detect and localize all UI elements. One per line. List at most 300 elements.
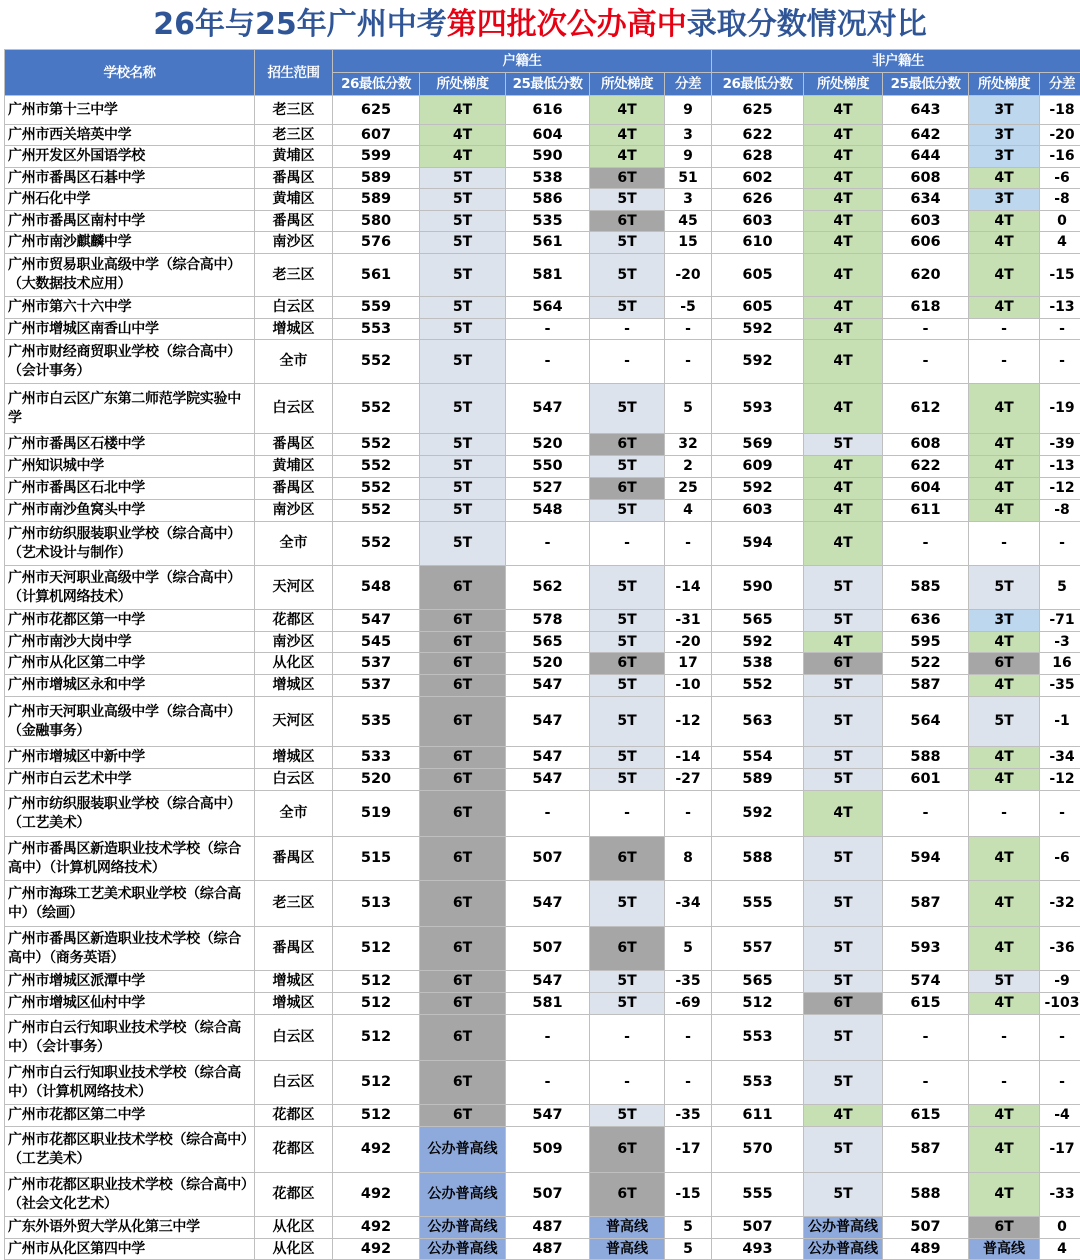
local-min26: 553 — [333, 319, 420, 340]
nonlocal-tier25: 6T — [969, 1217, 1040, 1239]
nonlocal-tier25: - — [969, 791, 1040, 837]
nonlocal-tier25: - — [969, 340, 1040, 384]
title-part1: 26年与25年广州中考 — [153, 7, 447, 42]
nonlocal-diff: - — [1040, 1061, 1080, 1105]
header-local-tier26: 所处梯度 — [420, 73, 506, 96]
nonlocal-tier26: 5T — [804, 1015, 883, 1061]
nonlocal-tier26: 4T — [804, 456, 883, 478]
school-name: 广州市白云区广东第二师范学院实验中学 — [5, 384, 255, 434]
local-diff: - — [665, 1015, 712, 1061]
header-nonlocal-tier26: 所处梯度 — [804, 73, 883, 96]
school-name: 广州市白云艺术中学 — [5, 769, 255, 791]
local-min25: - — [506, 319, 590, 340]
local-min25: 520 — [506, 653, 590, 675]
nonlocal-min26: 570 — [712, 1127, 804, 1173]
nonlocal-tier25: - — [969, 319, 1040, 340]
nonlocal-min26: 588 — [712, 837, 804, 881]
nonlocal-tier25: 4T — [969, 1105, 1040, 1127]
nonlocal-tier26: 5T — [804, 566, 883, 610]
local-tier25: 6T — [590, 478, 665, 500]
nonlocal-min26: 592 — [712, 791, 804, 837]
nonlocal-tier26: 6T — [804, 653, 883, 675]
nonlocal-tier26: 4T — [804, 500, 883, 522]
local-min25: 547 — [506, 1105, 590, 1127]
local-tier26: 5T — [420, 297, 506, 319]
nonlocal-min25: 489 — [883, 1239, 969, 1260]
local-min25: - — [506, 1061, 590, 1105]
local-tier26: 5T — [420, 478, 506, 500]
table-row — [5, 993, 1080, 1015]
nonlocal-min26: 603 — [712, 500, 804, 522]
nonlocal-tier25: 5T — [969, 566, 1040, 610]
local-tier25: 6T — [590, 434, 665, 456]
local-diff: -20 — [665, 254, 712, 297]
local-tier25: 5T — [590, 971, 665, 993]
local-diff: -15 — [665, 1173, 712, 1217]
nonlocal-diff: - — [1040, 522, 1080, 566]
nonlocal-tier26: 4T — [804, 254, 883, 297]
table-row — [5, 340, 1080, 384]
local-min25: 581 — [506, 254, 590, 297]
nonlocal-tier25: 4T — [969, 993, 1040, 1015]
enroll-range: 番禺区 — [255, 211, 333, 232]
school-name: 广州市花都区职业技术学校（综合高中）（社会文化艺术） — [5, 1173, 255, 1217]
enroll-range: 全市 — [255, 791, 333, 837]
nonlocal-tier25: 4T — [969, 456, 1040, 478]
local-tier26: 6T — [420, 566, 506, 610]
local-diff: 5 — [665, 384, 712, 434]
local-min25: 547 — [506, 881, 590, 927]
table-row — [5, 697, 1080, 747]
local-tier26: 6T — [420, 1105, 506, 1127]
nonlocal-tier25: - — [969, 1061, 1040, 1105]
nonlocal-diff: -16 — [1040, 146, 1080, 168]
local-min25: - — [506, 522, 590, 566]
local-diff: -27 — [665, 769, 712, 791]
nonlocal-min25: 522 — [883, 653, 969, 675]
local-tier26: 4T — [420, 146, 506, 168]
nonlocal-tier26: 5T — [804, 1061, 883, 1105]
local-diff: 5 — [665, 927, 712, 971]
enroll-range: 老三区 — [255, 254, 333, 297]
local-tier25: - — [590, 791, 665, 837]
nonlocal-min26: 553 — [712, 1061, 804, 1105]
local-min25: 509 — [506, 1127, 590, 1173]
table-row — [5, 168, 1080, 189]
nonlocal-tier26: 4T — [804, 125, 883, 146]
nonlocal-diff: -13 — [1040, 297, 1080, 319]
nonlocal-min26: 589 — [712, 769, 804, 791]
table-row — [5, 1061, 1080, 1105]
enroll-range: 白云区 — [255, 769, 333, 791]
local-min26: 589 — [333, 189, 420, 211]
local-min25: 487 — [506, 1217, 590, 1239]
nonlocal-min26: 592 — [712, 340, 804, 384]
local-min26: 561 — [333, 254, 420, 297]
nonlocal-min26: 592 — [712, 632, 804, 653]
nonlocal-tier26: 公办普高线 — [804, 1217, 883, 1239]
nonlocal-diff: -12 — [1040, 478, 1080, 500]
local-diff: 15 — [665, 232, 712, 254]
local-tier25: 5T — [590, 610, 665, 632]
local-tier25: 5T — [590, 384, 665, 434]
nonlocal-min26: 553 — [712, 1015, 804, 1061]
local-min25: 590 — [506, 146, 590, 168]
school-name: 广州市海珠工艺美术职业学校（综合高中）（绘画） — [5, 881, 255, 927]
nonlocal-diff: -4 — [1040, 1105, 1080, 1127]
table-row — [5, 522, 1080, 566]
nonlocal-min26: 610 — [712, 232, 804, 254]
local-diff: - — [665, 340, 712, 384]
local-tier26: 5T — [420, 319, 506, 340]
local-tier25: 5T — [590, 456, 665, 478]
nonlocal-diff: -15 — [1040, 254, 1080, 297]
nonlocal-min25: 574 — [883, 971, 969, 993]
nonlocal-min25: 618 — [883, 297, 969, 319]
school-name: 广州市番禺区石北中学 — [5, 478, 255, 500]
nonlocal-tier26: 公办普高线 — [804, 1239, 883, 1260]
nonlocal-min25: 507 — [883, 1217, 969, 1239]
table-row — [5, 96, 1080, 125]
local-min25: 547 — [506, 747, 590, 769]
nonlocal-min25: - — [883, 1015, 969, 1061]
table-row — [5, 653, 1080, 675]
nonlocal-min25: 622 — [883, 456, 969, 478]
nonlocal-min25: 601 — [883, 769, 969, 791]
local-diff: - — [665, 522, 712, 566]
table-row — [5, 434, 1080, 456]
nonlocal-tier25: 4T — [969, 675, 1040, 697]
local-min26: 589 — [333, 168, 420, 189]
nonlocal-diff: 16 — [1040, 653, 1080, 675]
local-diff: -20 — [665, 632, 712, 653]
local-diff: -10 — [665, 675, 712, 697]
local-tier25: 6T — [590, 927, 665, 971]
local-min26: 520 — [333, 769, 420, 791]
local-tier25: 4T — [590, 146, 665, 168]
school-name: 广州市花都区职业技术学校（综合高中）（工艺美术） — [5, 1127, 255, 1173]
local-diff: 2 — [665, 456, 712, 478]
page-title — [0, 0, 1080, 49]
local-tier26: 5T — [420, 189, 506, 211]
local-min26: 512 — [333, 993, 420, 1015]
local-tier25: 6T — [590, 168, 665, 189]
enroll-range: 全市 — [255, 340, 333, 384]
header-local-min26: 26最低分数 — [333, 73, 420, 96]
local-min25: 547 — [506, 769, 590, 791]
local-tier26: 5T — [420, 500, 506, 522]
nonlocal-tier25: 5T — [969, 697, 1040, 747]
enroll-range: 花都区 — [255, 1105, 333, 1127]
school-name: 广州市番禺区新造职业技术学校（综合高中）（商务英语） — [5, 927, 255, 971]
nonlocal-tier26: 4T — [804, 168, 883, 189]
local-min25: 538 — [506, 168, 590, 189]
school-name: 广州市南沙麒麟中学 — [5, 232, 255, 254]
school-name: 广州市增城区中新中学 — [5, 747, 255, 769]
local-diff: -69 — [665, 993, 712, 1015]
nonlocal-min25: 615 — [883, 1105, 969, 1127]
local-min26: 515 — [333, 837, 420, 881]
local-min25: 547 — [506, 675, 590, 697]
local-diff: - — [665, 319, 712, 340]
nonlocal-min25: 608 — [883, 168, 969, 189]
nonlocal-tier26: 4T — [804, 319, 883, 340]
enroll-range: 从化区 — [255, 1239, 333, 1260]
local-min26: 513 — [333, 881, 420, 927]
nonlocal-min25: 595 — [883, 632, 969, 653]
local-min25: 535 — [506, 211, 590, 232]
local-diff: 32 — [665, 434, 712, 456]
nonlocal-tier26: 4T — [804, 791, 883, 837]
nonlocal-min25: 594 — [883, 837, 969, 881]
local-diff: - — [665, 1061, 712, 1105]
nonlocal-min26: 507 — [712, 1217, 804, 1239]
local-diff: 17 — [665, 653, 712, 675]
table-row — [5, 1105, 1080, 1127]
header-local-tier25: 所处梯度 — [590, 73, 665, 96]
enroll-range: 白云区 — [255, 384, 333, 434]
enroll-range: 番禺区 — [255, 837, 333, 881]
nonlocal-min26: 594 — [712, 522, 804, 566]
nonlocal-tier25: - — [969, 522, 1040, 566]
enroll-range: 老三区 — [255, 96, 333, 125]
table-row — [5, 1239, 1080, 1260]
nonlocal-tier26: 5T — [804, 434, 883, 456]
table-body — [5, 96, 1080, 1260]
school-name: 广州市纺织服装职业学校（综合高中）（艺术设计与制作） — [5, 522, 255, 566]
school-name: 广州市番禺区石楼中学 — [5, 434, 255, 456]
enroll-range: 增城区 — [255, 319, 333, 340]
school-name: 广州开发区外国语学校 — [5, 146, 255, 168]
local-min25: - — [506, 791, 590, 837]
school-name: 广州市番禺区新造职业技术学校（综合高中）（计算机网络技术） — [5, 837, 255, 881]
school-name: 广州市增城区仙村中学 — [5, 993, 255, 1015]
nonlocal-tier26: 5T — [804, 697, 883, 747]
local-diff: 3 — [665, 125, 712, 146]
enroll-range: 白云区 — [255, 297, 333, 319]
school-name: 广州市纺织服装职业学校（综合高中）（工艺美术） — [5, 791, 255, 837]
nonlocal-tier25: 4T — [969, 747, 1040, 769]
local-tier26: 6T — [420, 747, 506, 769]
nonlocal-tier26: 5T — [804, 927, 883, 971]
nonlocal-min26: 512 — [712, 993, 804, 1015]
table-row — [5, 1173, 1080, 1217]
table-row — [5, 456, 1080, 478]
nonlocal-min25: 564 — [883, 697, 969, 747]
nonlocal-min25: - — [883, 340, 969, 384]
score-comparison-table — [4, 49, 1080, 1260]
local-tier25: - — [590, 522, 665, 566]
local-min26: 512 — [333, 1061, 420, 1105]
enroll-range: 增城区 — [255, 675, 333, 697]
table-row — [5, 232, 1080, 254]
local-diff: 5 — [665, 1239, 712, 1260]
school-name: 广州知识城中学 — [5, 456, 255, 478]
nonlocal-tier25: 3T — [969, 96, 1040, 125]
local-min26: 552 — [333, 478, 420, 500]
nonlocal-tier26: 5T — [804, 610, 883, 632]
school-name: 广州市从化区第四中学 — [5, 1239, 255, 1260]
school-name: 广州市第十三中学 — [5, 96, 255, 125]
local-tier25: 6T — [590, 1173, 665, 1217]
nonlocal-min25: 612 — [883, 384, 969, 434]
local-min26: 533 — [333, 747, 420, 769]
school-name: 广州市番禺区南村中学 — [5, 211, 255, 232]
local-tier25: 5T — [590, 675, 665, 697]
table-row — [5, 632, 1080, 653]
nonlocal-min25: 606 — [883, 232, 969, 254]
local-min25: 616 — [506, 96, 590, 125]
local-min26: 580 — [333, 211, 420, 232]
local-min25: 487 — [506, 1239, 590, 1260]
local-diff: -14 — [665, 566, 712, 610]
local-min25: 578 — [506, 610, 590, 632]
local-min26: 552 — [333, 384, 420, 434]
nonlocal-tier25: 4T — [969, 500, 1040, 522]
local-tier25: 5T — [590, 254, 665, 297]
nonlocal-diff: -12 — [1040, 769, 1080, 791]
table-row — [5, 1127, 1080, 1173]
local-tier25: 5T — [590, 993, 665, 1015]
table-row — [5, 297, 1080, 319]
enroll-range: 黄埔区 — [255, 189, 333, 211]
school-name: 广州市花都区第二中学 — [5, 1105, 255, 1127]
nonlocal-min25: 620 — [883, 254, 969, 297]
table-row — [5, 675, 1080, 697]
nonlocal-tier26: 4T — [804, 146, 883, 168]
local-tier26: 6T — [420, 1061, 506, 1105]
nonlocal-diff: 5 — [1040, 566, 1080, 610]
local-tier26: 6T — [420, 769, 506, 791]
school-name: 广州市第六十六中学 — [5, 297, 255, 319]
local-min26: 576 — [333, 232, 420, 254]
school-name: 广州市天河职业高级中学（综合高中）（金融事务） — [5, 697, 255, 747]
local-tier26: 6T — [420, 1015, 506, 1061]
nonlocal-min26: 565 — [712, 971, 804, 993]
local-min25: 507 — [506, 927, 590, 971]
nonlocal-diff: -17 — [1040, 1127, 1080, 1173]
local-diff: 4 — [665, 500, 712, 522]
local-min26: 547 — [333, 610, 420, 632]
table-row — [5, 146, 1080, 168]
nonlocal-min26: 493 — [712, 1239, 804, 1260]
local-min25: 507 — [506, 1173, 590, 1217]
nonlocal-min26: 602 — [712, 168, 804, 189]
table-row — [5, 881, 1080, 927]
nonlocal-min26: 593 — [712, 384, 804, 434]
local-min26: 552 — [333, 340, 420, 384]
local-tier25: 5T — [590, 189, 665, 211]
local-tier26: 6T — [420, 697, 506, 747]
title-part2: 第四批次公办高中 — [447, 7, 687, 42]
header-nonlocal-tier25: 所处梯度 — [969, 73, 1040, 96]
nonlocal-tier26: 5T — [804, 747, 883, 769]
local-min25: 565 — [506, 632, 590, 653]
header-nonlocal: 非户籍生 — [712, 50, 1080, 73]
nonlocal-min25: 608 — [883, 434, 969, 456]
table-row — [5, 1015, 1080, 1061]
nonlocal-diff: - — [1040, 791, 1080, 837]
nonlocal-min26: 626 — [712, 189, 804, 211]
school-name: 广州市番禺区石碁中学 — [5, 168, 255, 189]
local-min25: 604 — [506, 125, 590, 146]
nonlocal-min26: 628 — [712, 146, 804, 168]
school-name: 广州市从化区第二中学 — [5, 653, 255, 675]
local-min26: 548 — [333, 566, 420, 610]
enroll-range: 从化区 — [255, 1217, 333, 1239]
nonlocal-min25: 644 — [883, 146, 969, 168]
nonlocal-tier25: 4T — [969, 769, 1040, 791]
local-tier25: 5T — [590, 297, 665, 319]
local-tier26: 5T — [420, 522, 506, 566]
local-diff: - — [665, 791, 712, 837]
local-min25: 507 — [506, 837, 590, 881]
local-tier26: 6T — [420, 881, 506, 927]
local-tier25: 4T — [590, 125, 665, 146]
local-tier26: 6T — [420, 675, 506, 697]
local-tier25: 6T — [590, 837, 665, 881]
title-part3: 录取分数情况对比 — [687, 7, 927, 42]
local-min26: 552 — [333, 434, 420, 456]
enroll-range: 南沙区 — [255, 232, 333, 254]
enroll-range: 花都区 — [255, 610, 333, 632]
local-tier26: 5T — [420, 384, 506, 434]
nonlocal-min26: 625 — [712, 96, 804, 125]
enroll-range: 增城区 — [255, 993, 333, 1015]
nonlocal-diff: 0 — [1040, 1217, 1080, 1239]
local-diff: 3 — [665, 189, 712, 211]
school-name: 广州市贸易职业高级中学（综合高中）（大数据技术应用） — [5, 254, 255, 297]
nonlocal-min25: 636 — [883, 610, 969, 632]
enroll-range: 番禺区 — [255, 434, 333, 456]
nonlocal-tier26: 5T — [804, 971, 883, 993]
nonlocal-diff: -39 — [1040, 434, 1080, 456]
local-tier25: 5T — [590, 881, 665, 927]
nonlocal-diff: -8 — [1040, 189, 1080, 211]
nonlocal-tier26: 5T — [804, 881, 883, 927]
table-row — [5, 927, 1080, 971]
local-tier25: - — [590, 319, 665, 340]
nonlocal-min25: 587 — [883, 675, 969, 697]
local-tier25: 6T — [590, 211, 665, 232]
nonlocal-min25: 585 — [883, 566, 969, 610]
enroll-range: 增城区 — [255, 971, 333, 993]
nonlocal-diff: 4 — [1040, 232, 1080, 254]
enroll-range: 白云区 — [255, 1015, 333, 1061]
school-name: 广州市南沙鱼窝头中学 — [5, 500, 255, 522]
nonlocal-tier25: 3T — [969, 610, 1040, 632]
local-tier25: - — [590, 340, 665, 384]
nonlocal-min26: 538 — [712, 653, 804, 675]
nonlocal-diff: -8 — [1040, 500, 1080, 522]
local-diff: 9 — [665, 146, 712, 168]
local-tier26: 5T — [420, 456, 506, 478]
nonlocal-min26: 592 — [712, 478, 804, 500]
local-tier26: 公办普高线 — [420, 1173, 506, 1217]
table-row — [5, 747, 1080, 769]
nonlocal-min26: 555 — [712, 881, 804, 927]
local-diff: -35 — [665, 971, 712, 993]
nonlocal-tier26: 4T — [804, 384, 883, 434]
local-diff: 9 — [665, 96, 712, 125]
local-min26: 492 — [333, 1217, 420, 1239]
local-tier26: 5T — [420, 254, 506, 297]
local-min25: 561 — [506, 232, 590, 254]
enroll-range: 从化区 — [255, 653, 333, 675]
nonlocal-min26: 565 — [712, 610, 804, 632]
table-row — [5, 478, 1080, 500]
table-row — [5, 319, 1080, 340]
